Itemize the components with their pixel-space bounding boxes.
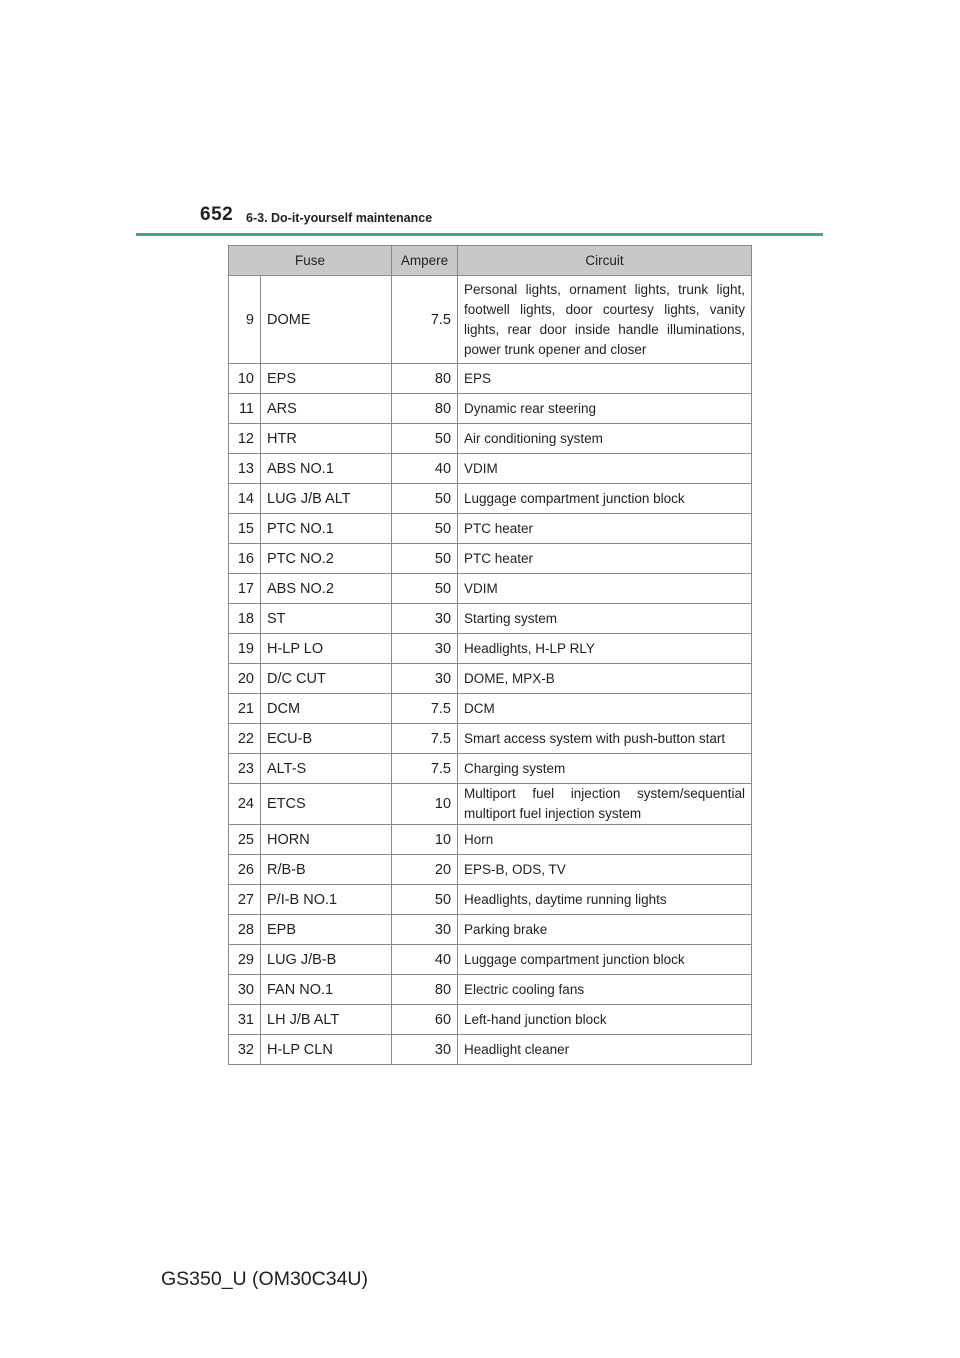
fuse-name-cell: ABS NO.2	[261, 574, 392, 604]
circuit-cell: Air conditioning system	[458, 424, 752, 454]
ampere-cell: 30	[392, 664, 458, 694]
section-title: 6-3. Do-it-yourself maintenance	[246, 211, 433, 225]
header-rule	[136, 233, 823, 236]
fuse-number-cell: 19	[229, 634, 261, 664]
circuit-cell: Charging system	[458, 754, 752, 784]
ampere-cell: 30	[392, 915, 458, 945]
table-row	[229, 724, 752, 754]
fuse-name-cell: LUG J/B-B	[261, 945, 392, 975]
circuit-cell: Smart access system with push-button start	[458, 724, 752, 754]
ampere-cell: 40	[392, 454, 458, 484]
fuse-number-cell: 32	[229, 1035, 261, 1065]
ampere-cell: 50	[392, 574, 458, 604]
circuit-cell: VDIM	[458, 454, 752, 484]
fuse-number-cell: 13	[229, 454, 261, 484]
circuit-cell: Headlight cleaner	[458, 1035, 752, 1065]
circuit-cell: VDIM	[458, 574, 752, 604]
fuse-name-cell: HORN	[261, 825, 392, 855]
ampere-cell: 50	[392, 544, 458, 574]
fuse-number-cell: 23	[229, 754, 261, 784]
fuse-name-cell: EPS	[261, 364, 392, 394]
ampere-cell: 7.5	[392, 754, 458, 784]
fuse-name-cell: ECU-B	[261, 724, 392, 754]
column-header-circuit: Circuit	[458, 246, 752, 276]
fuse-name-cell: ST	[261, 604, 392, 634]
table-row	[229, 975, 752, 1005]
fuse-name-cell: H-LP LO	[261, 634, 392, 664]
ampere-cell: 30	[392, 1035, 458, 1065]
fuse-number-cell: 29	[229, 945, 261, 975]
fuse-number-cell: 26	[229, 855, 261, 885]
fuse-name-cell: PTC NO.2	[261, 544, 392, 574]
fuse-name-cell: EPB	[261, 915, 392, 945]
table-row	[229, 454, 752, 484]
circuit-cell: Multiport fuel injection system/sequential multiport fuel injection system	[458, 784, 752, 825]
fuse-name-cell: FAN NO.1	[261, 975, 392, 1005]
ampere-cell: 7.5	[392, 694, 458, 724]
ampere-cell: 80	[392, 975, 458, 1005]
fuse-name-cell: DCM	[261, 694, 392, 724]
fuse-name-cell: R/B-B	[261, 855, 392, 885]
fuse-table	[228, 245, 752, 1065]
table-row	[229, 1005, 752, 1035]
ampere-cell: 50	[392, 885, 458, 915]
fuse-name-cell: PTC NO.1	[261, 514, 392, 544]
fuse-number-cell: 14	[229, 484, 261, 514]
fuse-number-cell: 28	[229, 915, 261, 945]
table-row	[229, 1035, 752, 1065]
table-row	[229, 634, 752, 664]
circuit-cell: Luggage compartment junction block	[458, 945, 752, 975]
fuse-name-cell: LH J/B ALT	[261, 1005, 392, 1035]
ampere-cell: 80	[392, 364, 458, 394]
column-header-ampere: Ampere	[392, 246, 458, 276]
fuse-number-cell: 10	[229, 364, 261, 394]
table-row	[229, 604, 752, 634]
column-header-fuse: Fuse	[229, 246, 392, 276]
table-row	[229, 784, 752, 825]
fuse-name-cell: ALT-S	[261, 754, 392, 784]
fuse-name-cell: D/C CUT	[261, 664, 392, 694]
table-row	[229, 754, 752, 784]
circuit-cell: Headlights, H-LP RLY	[458, 634, 752, 664]
table-row	[229, 394, 752, 424]
fuse-number-cell: 30	[229, 975, 261, 1005]
fuse-number-cell: 11	[229, 394, 261, 424]
circuit-cell: Starting system	[458, 604, 752, 634]
circuit-cell: Horn	[458, 825, 752, 855]
table-row	[229, 915, 752, 945]
circuit-cell: Luggage compartment junction block	[458, 484, 752, 514]
ampere-cell: 7.5	[392, 724, 458, 754]
fuse-number-cell: 21	[229, 694, 261, 724]
circuit-cell: Headlights, daytime running lights	[458, 885, 752, 915]
table-row	[229, 885, 752, 915]
circuit-cell: Electric cooling fans	[458, 975, 752, 1005]
ampere-cell: 40	[392, 945, 458, 975]
table-body	[229, 276, 752, 1065]
fuse-number-cell: 31	[229, 1005, 261, 1035]
circuit-cell: DOME, MPX-B	[458, 664, 752, 694]
circuit-cell: DCM	[458, 694, 752, 724]
fuse-number-cell: 20	[229, 664, 261, 694]
table-row	[229, 855, 752, 885]
fuse-number-cell: 12	[229, 424, 261, 454]
table-row	[229, 945, 752, 975]
ampere-cell: 60	[392, 1005, 458, 1035]
ampere-cell: 10	[392, 825, 458, 855]
circuit-cell: PTC heater	[458, 544, 752, 574]
ampere-cell: 10	[392, 784, 458, 825]
fuse-number-cell: 9	[229, 276, 261, 364]
table-row	[229, 424, 752, 454]
circuit-cell: EPS	[458, 364, 752, 394]
footer-model: GS350_U (OM30C34U)	[161, 1268, 368, 1290]
fuse-number-cell: 18	[229, 604, 261, 634]
fuse-name-cell: P/I-B NO.1	[261, 885, 392, 915]
circuit-cell: Dynamic rear steering	[458, 394, 752, 424]
ampere-cell: 30	[392, 634, 458, 664]
fuse-name-cell: HTR	[261, 424, 392, 454]
circuit-cell: Left-hand junction block	[458, 1005, 752, 1035]
fuse-number-cell: 22	[229, 724, 261, 754]
table-row	[229, 544, 752, 574]
table-row	[229, 364, 752, 394]
fuse-number-cell: 25	[229, 825, 261, 855]
table-row	[229, 694, 752, 724]
fuse-number-cell: 16	[229, 544, 261, 574]
fuse-name-cell: ETCS	[261, 784, 392, 825]
ampere-cell: 50	[392, 424, 458, 454]
ampere-cell: 7.5	[392, 276, 458, 364]
table-row	[229, 574, 752, 604]
page-number: 652	[200, 204, 234, 225]
ampere-cell: 50	[392, 484, 458, 514]
table-row	[229, 514, 752, 544]
circuit-cell: Personal lights, ornament lights, trunk light, footwell lights, door courtesy lights, vanity lights, rear door inside handle illuminations, power trunk opener and closer	[458, 276, 752, 364]
fuse-number-cell: 24	[229, 784, 261, 825]
ampere-cell: 50	[392, 514, 458, 544]
table-row	[229, 276, 752, 364]
ampere-cell: 80	[392, 394, 458, 424]
table-row	[229, 825, 752, 855]
fuse-name-cell: LUG J/B ALT	[261, 484, 392, 514]
fuse-name-cell: DOME	[261, 276, 392, 364]
table-row	[229, 664, 752, 694]
table-header-row	[229, 246, 752, 276]
circuit-cell: PTC heater	[458, 514, 752, 544]
fuse-name-cell: H-LP CLN	[261, 1035, 392, 1065]
circuit-cell: EPS-B, ODS, TV	[458, 855, 752, 885]
ampere-cell: 30	[392, 604, 458, 634]
fuse-name-cell: ARS	[261, 394, 392, 424]
fuse-number-cell: 17	[229, 574, 261, 604]
table-row	[229, 484, 752, 514]
fuse-number-cell: 27	[229, 885, 261, 915]
fuse-number-cell: 15	[229, 514, 261, 544]
circuit-cell: Parking brake	[458, 915, 752, 945]
ampere-cell: 20	[392, 855, 458, 885]
fuse-name-cell: ABS NO.1	[261, 454, 392, 484]
